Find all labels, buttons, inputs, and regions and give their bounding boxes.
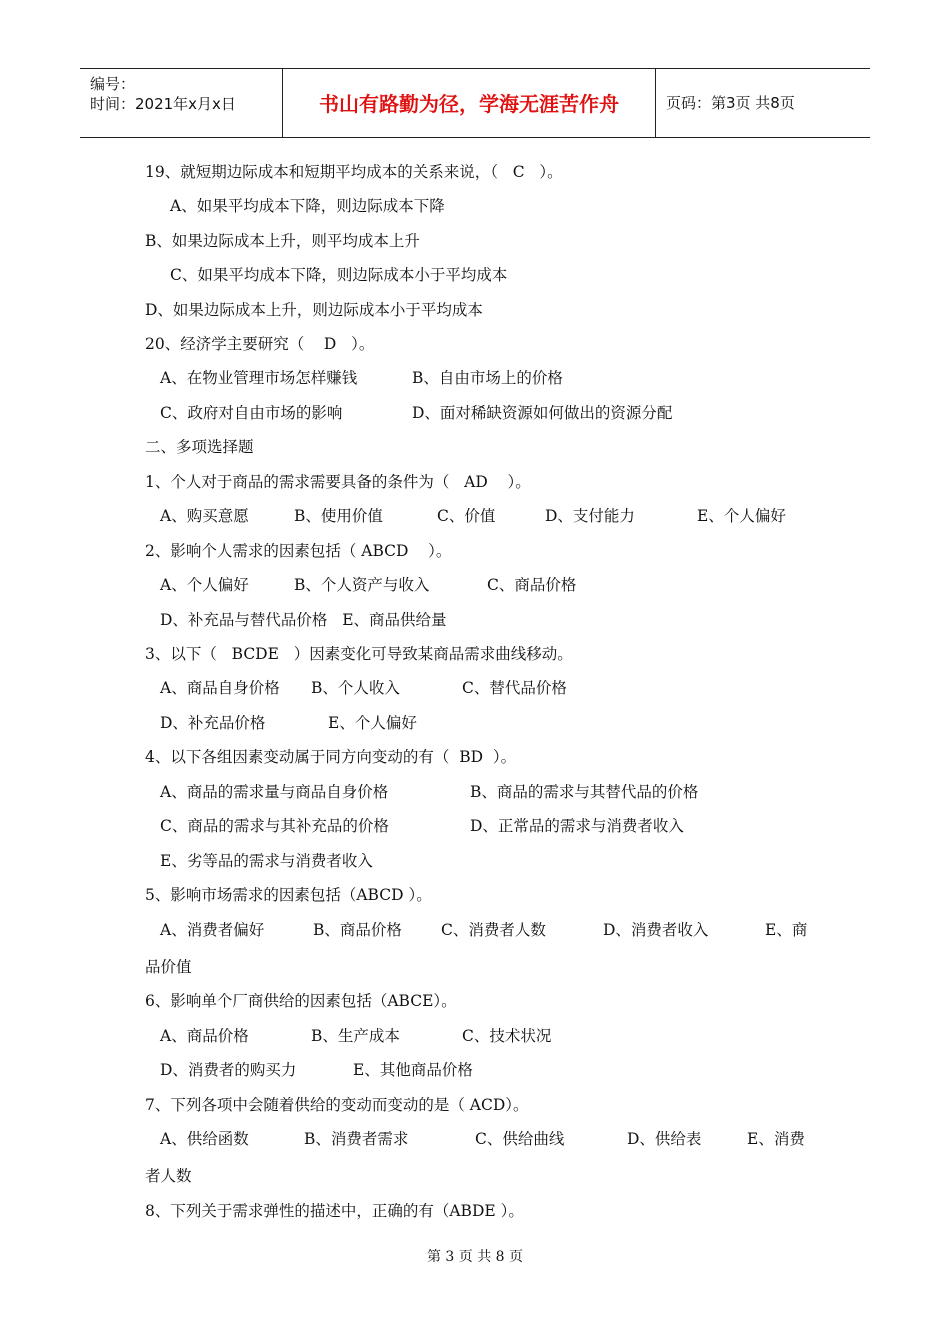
option-line: B、如果边际成本上升，则平均成本上升 xyxy=(145,232,420,250)
question-20: 20、经济学主要研究（ D ）。 xyxy=(145,335,375,353)
option-continuation: 品价值 xyxy=(145,958,192,976)
option-item: C、替代品价格 xyxy=(462,679,567,697)
option-item: D、支付能力 xyxy=(545,507,635,525)
option-item: E、个人偏好 xyxy=(328,714,417,732)
question-2: 2、影响个人需求的因素包括（ ABCD ）。 xyxy=(145,542,452,560)
option-item: B、使用价值 xyxy=(294,507,383,525)
option-item: C、价值 xyxy=(437,507,496,525)
option-item: D、正常品的需求与消费者收入 xyxy=(470,817,684,835)
option-line: C、如果平均成本下降，则边际成本小于平均成本 xyxy=(170,266,508,284)
option-item: A、消费者偏好 xyxy=(160,921,265,939)
header-page-number: 页码：第3页 共8页 xyxy=(666,94,795,112)
option-item: E、商 xyxy=(765,921,808,939)
option-item: A、在物业管理市场怎样赚钱 xyxy=(160,369,358,387)
option-item: C、供给曲线 xyxy=(475,1130,565,1148)
page-header xyxy=(80,68,870,138)
option-item: A、个人偏好 xyxy=(160,576,249,594)
option-item: A、供给函数 xyxy=(160,1130,249,1148)
option-item: C、商品的需求与其补充品的价格 xyxy=(160,817,389,835)
option-item: E、消费 xyxy=(747,1130,805,1148)
header-meta-cell xyxy=(80,69,283,137)
option-item: B、商品的需求与其替代品的价格 xyxy=(470,783,699,801)
question-1: 1、个人对于商品的需求需要具备的条件为（ AD ）。 xyxy=(145,473,531,491)
question-4: 4、以下各组因素变动属于同方向变动的有（ BD ）。 xyxy=(145,748,517,766)
option-line: D、补充品与替代品价格 E、商品供给量 xyxy=(160,611,447,629)
option-item: B、商品价格 xyxy=(313,921,402,939)
option-item: B、自由市场上的价格 xyxy=(412,369,563,387)
option-item: D、补充品价格 xyxy=(160,714,266,732)
option-line: D、如果边际成本上升，则边际成本小于平均成本 xyxy=(145,301,483,319)
option-item: E、劣等品的需求与消费者收入 xyxy=(160,852,373,870)
option-item: B、个人收入 xyxy=(311,679,400,697)
question-6: 6、影响单个厂商供给的因素包括（ABCE）。 xyxy=(145,992,457,1010)
option-item: C、技术状况 xyxy=(462,1027,552,1045)
question-5: 5、影响市场需求的因素包括（ABCD ）。 xyxy=(145,886,432,904)
option-item: C、消费者人数 xyxy=(441,921,546,939)
page-footer: 第 3 页 共 8 页 xyxy=(426,1249,524,1265)
option-continuation: 者人数 xyxy=(145,1167,192,1185)
question-19: 19、就短期边际成本和短期平均成本的关系来说，（ C ）。 xyxy=(145,163,563,181)
option-item: C、政府对自由市场的影响 xyxy=(160,404,343,422)
question-8: 8、下列关于需求弹性的描述中，正确的有（ABDE ）。 xyxy=(145,1202,524,1220)
option-item: B、生产成本 xyxy=(311,1027,400,1045)
option-item: D、消费者收入 xyxy=(603,921,709,939)
option-item: B、个人资产与收入 xyxy=(294,576,430,594)
option-item: B、消费者需求 xyxy=(304,1130,409,1148)
option-item: A、商品价格 xyxy=(160,1027,249,1045)
option-item: C、商品价格 xyxy=(487,576,577,594)
section-heading: 二、多项选择题 xyxy=(145,438,254,456)
option-item: A、商品的需求量与商品自身价格 xyxy=(160,783,389,801)
option-item: E、个人偏好 xyxy=(697,507,786,525)
document-number-label: 编号： xyxy=(90,75,136,93)
document-time-label: 时间：2021年x月x日 xyxy=(90,95,236,113)
option-item: A、购买意愿 xyxy=(160,507,249,525)
question-7: 7、下列各项中会随着供给的变动而变动的是（ ACD）。 xyxy=(145,1096,529,1114)
option-item: D、面对稀缺资源如何做出的资源分配 xyxy=(412,404,673,422)
header-motto: 书山有路勤为径，学海无涯苦作舟 xyxy=(283,69,656,137)
option-item: D、消费者的购买力 xyxy=(160,1061,297,1079)
option-line: A、如果平均成本下降，则边际成本下降 xyxy=(170,197,445,215)
option-item: D、供给表 xyxy=(627,1130,702,1148)
option-item: E、其他商品价格 xyxy=(353,1061,473,1079)
option-item: A、商品自身价格 xyxy=(160,679,280,697)
question-3: 3、以下（ BCDE ）因素变化可导致某商品需求曲线移动。 xyxy=(145,645,573,663)
